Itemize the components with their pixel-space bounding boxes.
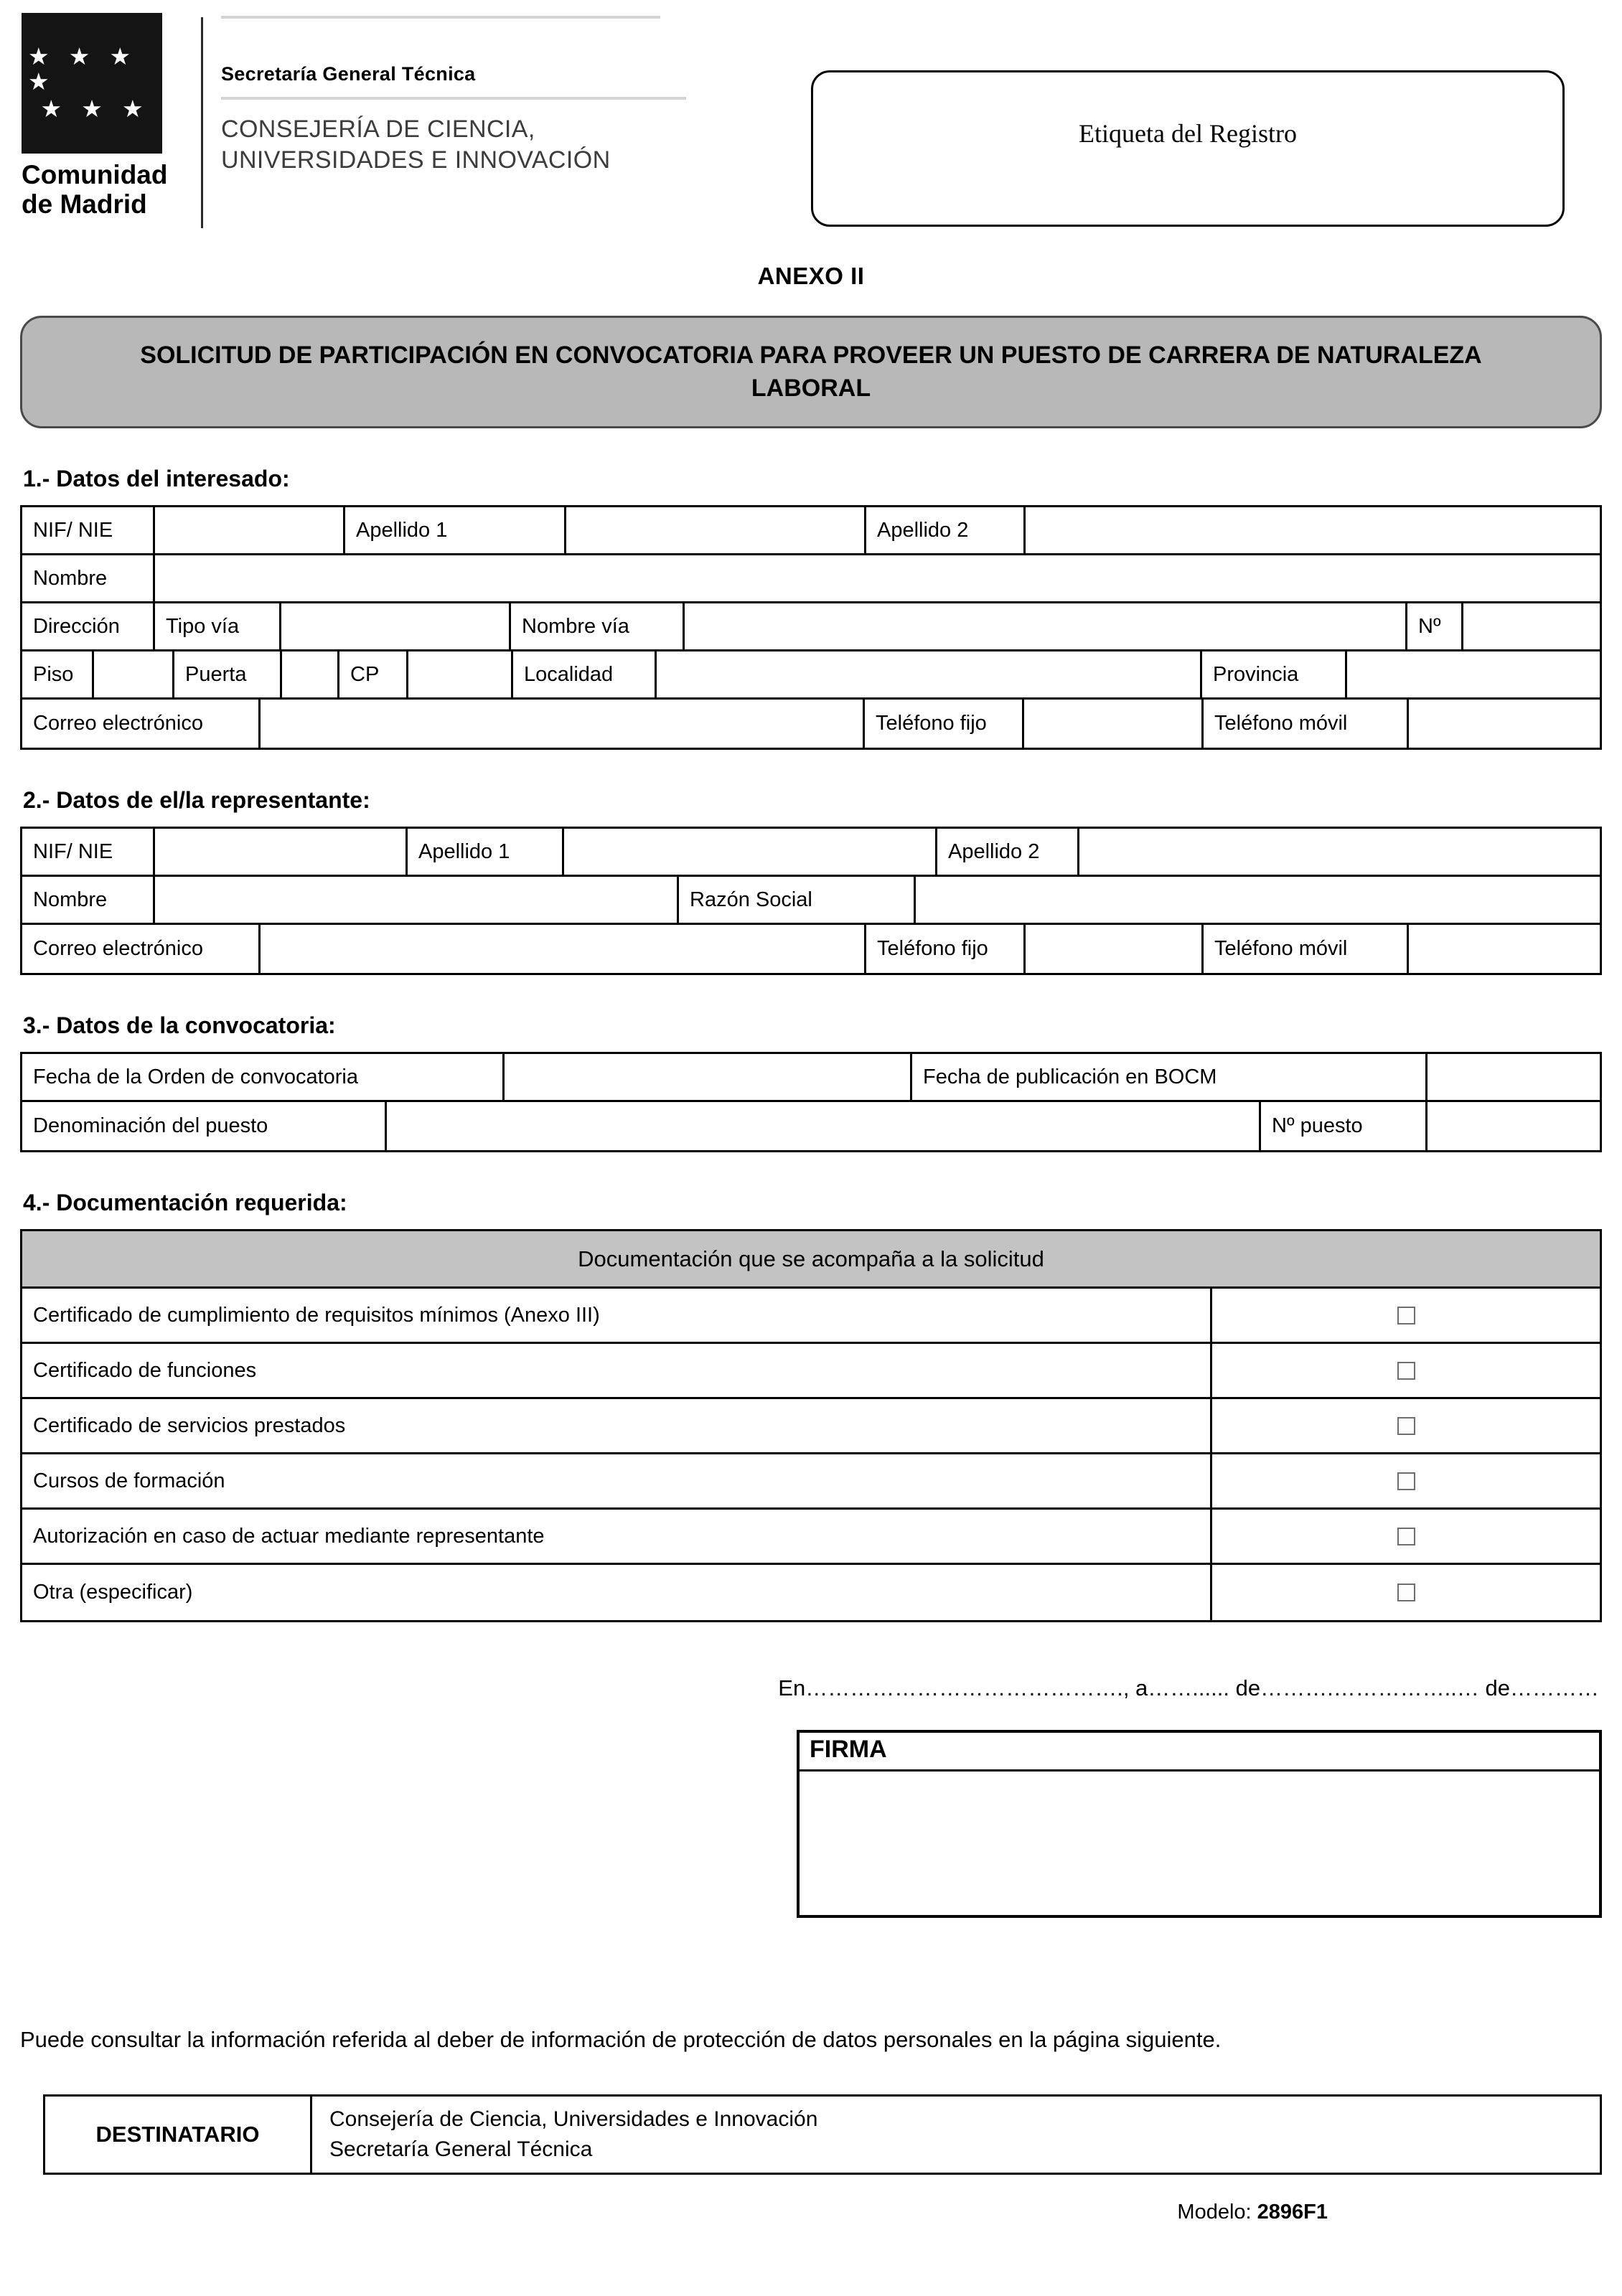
num-puesto-input[interactable] (1428, 1102, 1600, 1150)
table-row (22, 1289, 1600, 1344)
razon-social-label: Razón Social (679, 877, 916, 923)
form-title-text: SOLICITUD DE PARTICIPACIÓN EN CONVOCATORIA PARA PROVEER UN PUESTO DE CARRERA DE NATURALEZA LABORAL (140, 342, 1482, 402)
razon-social-input[interactable] (916, 877, 1600, 923)
cp-label: CP (339, 651, 408, 697)
rep-apellido2-label: Apellido 2 (937, 829, 1079, 875)
table-row (22, 555, 1600, 603)
rep-apellido2-input[interactable] (1079, 829, 1600, 875)
documentation-table (20, 1229, 1602, 1622)
rep-telefono-fijo-input[interactable] (1026, 925, 1204, 973)
table-row (22, 1510, 1600, 1565)
doc-checkbox-cell (1212, 1510, 1600, 1563)
nif-label: NIF/ NIE (22, 507, 155, 553)
rep-correo-input[interactable] (261, 925, 866, 973)
localidad-label: Localidad (513, 651, 657, 697)
table-row (22, 700, 1600, 748)
section3-table (20, 1052, 1602, 1152)
privacy-note: Puede consultar la información referida al deber de información de protección de datos personales en la página siguiente. (20, 2027, 1222, 2053)
rep-correo-label: Correo electrónico (22, 925, 261, 973)
rep-nif-label: NIF/ NIE (22, 829, 155, 875)
table-row (22, 1454, 1600, 1510)
denominacion-label: Denominación del puesto (22, 1102, 387, 1150)
registry-label-text: Etiqueta del Registro (1079, 119, 1297, 148)
section3-heading: 3.- Datos de la convocatoria: (23, 1012, 336, 1039)
rep-nombre-label: Nombre (22, 877, 155, 923)
table-row (22, 877, 1600, 925)
documentation-header: Documentación que se acompaña a la solicitud (22, 1231, 1600, 1286)
tipo-via-label: Tipo vía (155, 603, 281, 649)
telefono-fijo-label: Teléfono fijo (865, 700, 1024, 748)
doc-checkbox-cell (1212, 1454, 1600, 1507)
consejeria-label (221, 114, 695, 176)
rep-telefono-movil-input[interactable] (1409, 925, 1600, 973)
modelo-value: 2896F1 (1257, 2201, 1328, 2224)
apellido2-label: Apellido 2 (866, 507, 1026, 553)
rep-nombre-input[interactable] (155, 877, 679, 923)
tipo-via-input[interactable] (281, 603, 511, 649)
provincia-label: Provincia (1202, 651, 1347, 697)
table-row (22, 603, 1600, 651)
puerta-label: Puerta (174, 651, 282, 697)
fecha-bocm-label: Fecha de publicación en BOCM (912, 1054, 1428, 1100)
doc-item-label: Certificado de cumplimiento de requisitos mínimos (Anexo III) (22, 1289, 1212, 1342)
nombre-input[interactable] (155, 555, 1600, 601)
apellido1-input[interactable] (566, 507, 866, 553)
consejeria-line1: CONSEJERÍA DE CIENCIA, (221, 116, 535, 143)
puerta-input[interactable] (282, 651, 339, 697)
apellido1-label: Apellido 1 (345, 507, 566, 553)
header (20, 13, 1602, 230)
nombre-via-input[interactable] (685, 603, 1407, 649)
anexo-title: ANEXO II (757, 263, 865, 289)
modelo-label: Modelo: (1177, 2201, 1252, 2224)
nif-input[interactable] (155, 507, 345, 553)
rep-apellido1-input[interactable] (564, 829, 937, 875)
table-row (22, 1054, 1600, 1102)
table-row (22, 1565, 1600, 1620)
provincia-input[interactable] (1347, 651, 1600, 697)
flag-stars-row2: ★ ★ ★ (40, 95, 150, 123)
doc-checkbox[interactable] (1397, 1584, 1415, 1601)
localidad-input[interactable] (657, 651, 1202, 697)
modelo-line (20, 2201, 1602, 2224)
doc-checkbox-cell (1212, 1344, 1600, 1397)
documentation-header-row (22, 1231, 1600, 1289)
doc-checkbox[interactable] (1397, 1528, 1415, 1545)
doc-item-label: Cursos de formación (22, 1454, 1212, 1507)
table-row (22, 651, 1600, 700)
header-rule-bottom (221, 97, 686, 100)
doc-checkbox-cell (1212, 1565, 1600, 1620)
secretaria-label: Secretaría General Técnica (221, 63, 476, 85)
department-block (221, 16, 695, 176)
doc-checkbox[interactable] (1397, 1472, 1415, 1490)
doc-checkbox-cell (1212, 1399, 1600, 1452)
doc-checkbox-cell (1212, 1289, 1600, 1342)
destinatario-label: DESTINATARIO (45, 2097, 312, 2173)
table-row (22, 1399, 1600, 1454)
nombre-label: Nombre (22, 555, 155, 601)
denominacion-input[interactable] (387, 1102, 1261, 1150)
correo-input[interactable] (261, 700, 865, 748)
cp-input[interactable] (408, 651, 513, 697)
numero-input[interactable] (1463, 603, 1600, 649)
telefono-movil-input[interactable] (1409, 700, 1600, 748)
table-row (22, 925, 1600, 973)
registry-label-box (811, 70, 1565, 227)
section2-heading: 2.- Datos de el/la representante: (23, 787, 370, 814)
piso-label: Piso (22, 651, 94, 697)
piso-input[interactable] (94, 651, 174, 697)
fecha-bocm-input[interactable] (1428, 1054, 1600, 1100)
header-rule-top (221, 16, 660, 19)
direccion-label: Dirección (22, 603, 155, 649)
fecha-orden-label: Fecha de la Orden de convocatoria (22, 1054, 505, 1100)
section2-table (20, 827, 1602, 975)
nombre-via-label: Nombre vía (511, 603, 685, 649)
signature-area[interactable] (800, 1772, 1599, 1912)
destinatario-line1: Consejería de Ciencia, Universidades e Innovación (329, 2107, 818, 2131)
flag-stars-row1: ★ ★ ★ ★ (28, 43, 138, 95)
destinatario-table (43, 2094, 1602, 2175)
signature-box (797, 1730, 1602, 1918)
rep-telefono-movil-label: Teléfono móvil (1204, 925, 1409, 973)
section4-heading: 4.- Documentación requerida: (23, 1190, 347, 1216)
num-puesto-label: Nº puesto (1261, 1102, 1428, 1150)
table-row (22, 829, 1600, 877)
header-divider (201, 17, 203, 228)
correo-label: Correo electrónico (22, 700, 261, 748)
logo-wordmark-line2: de Madrid (22, 189, 147, 219)
consejeria-line2: UNIVERSIDADES E INNOVACIÓN (221, 146, 611, 174)
section1-heading: 1.- Datos del interesado: (23, 466, 290, 492)
apellido2-input[interactable] (1026, 507, 1600, 553)
logo-wordmark-line1: Comunidad (22, 160, 168, 189)
rep-nif-input[interactable] (155, 829, 408, 875)
rep-apellido1-label: Apellido 1 (408, 829, 564, 875)
doc-item-label: Certificado de servicios prestados (22, 1399, 1212, 1452)
doc-checkbox[interactable] (1397, 1417, 1415, 1435)
table-row (22, 507, 1600, 555)
comunidad-madrid-logo (22, 13, 187, 219)
telefono-movil-label: Teléfono móvil (1204, 700, 1409, 748)
form-title-box (20, 316, 1602, 428)
telefono-fijo-input[interactable] (1024, 700, 1204, 748)
doc-checkbox[interactable] (1397, 1362, 1415, 1380)
doc-checkbox[interactable] (1397, 1307, 1415, 1325)
destinatario-line2: Secretaría General Técnica (329, 2137, 593, 2162)
doc-item-label: Otra (especificar) (22, 1565, 1212, 1620)
doc-item-label: Autorización en caso de actuar mediante representante (22, 1510, 1212, 1563)
rep-telefono-fijo-label: Teléfono fijo (866, 925, 1026, 973)
table-row (22, 1344, 1600, 1399)
destinatario-value (312, 2097, 1600, 2173)
logo-wordmark (22, 161, 187, 219)
fecha-orden-input[interactable] (505, 1054, 912, 1100)
madrid-flag-icon (22, 13, 162, 154)
table-row (22, 1102, 1600, 1150)
numero-label: Nº (1407, 603, 1463, 649)
section1-table (20, 505, 1602, 750)
doc-item-label: Certificado de funciones (22, 1344, 1212, 1397)
date-fill-line: En……………………………………., a……...... de……….……………..… de………… (778, 1675, 1599, 1701)
firma-label: FIRMA (800, 1733, 1599, 1772)
